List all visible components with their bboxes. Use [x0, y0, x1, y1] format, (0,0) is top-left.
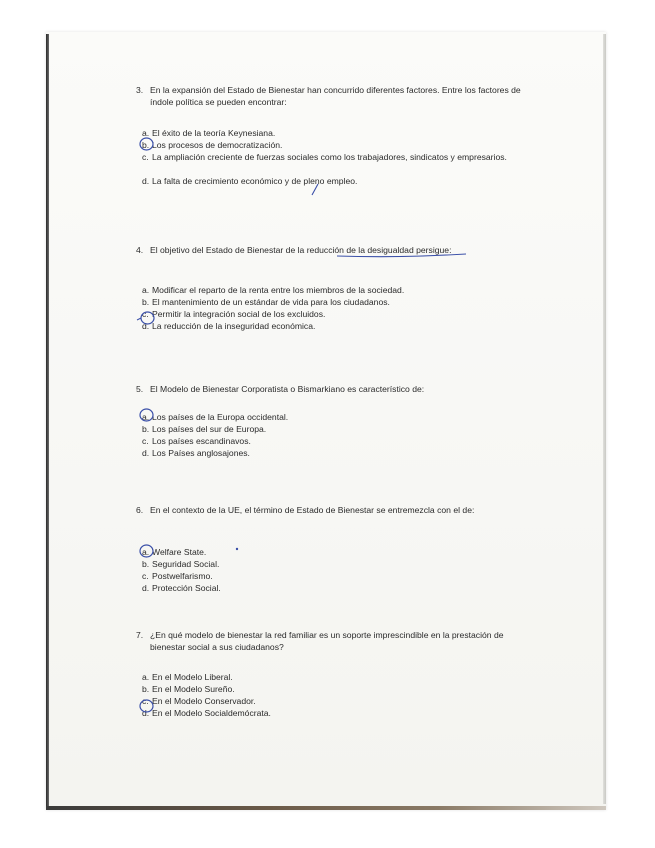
question-stem: ¿En qué modelo de bienestar la red familiar es un soporte imprescindible en la prestación de bienestar social a sus ciudadanos? [150, 630, 504, 652]
question-stem: El Modelo de Bienestar Corporatista o Bismarkiano es característico de: [150, 384, 425, 394]
question-number: 3. [136, 85, 144, 95]
question-stem: En la expansión del Estado de Bienestar han concurrido diferentes factores. Entre los factores de índole política se pueden encontrar: [150, 85, 521, 107]
paper-right-edge [603, 34, 606, 804]
question-number: 6. [136, 505, 144, 515]
paper-sheet [46, 32, 606, 810]
paper-bottom-edge [46, 806, 606, 810]
question-stem: El objetivo del Estado de Bienestar de la reducción de la desigualdad persigue: [150, 245, 452, 255]
question-number: 7. [136, 630, 144, 640]
question-stem: En el contexto de la UE, el término de Estado de Bienestar se entremezcla con el de: [150, 505, 475, 515]
question-number: 5. [136, 384, 144, 394]
question-number: 4. [136, 245, 144, 255]
paper-left-shadow [46, 34, 49, 809]
